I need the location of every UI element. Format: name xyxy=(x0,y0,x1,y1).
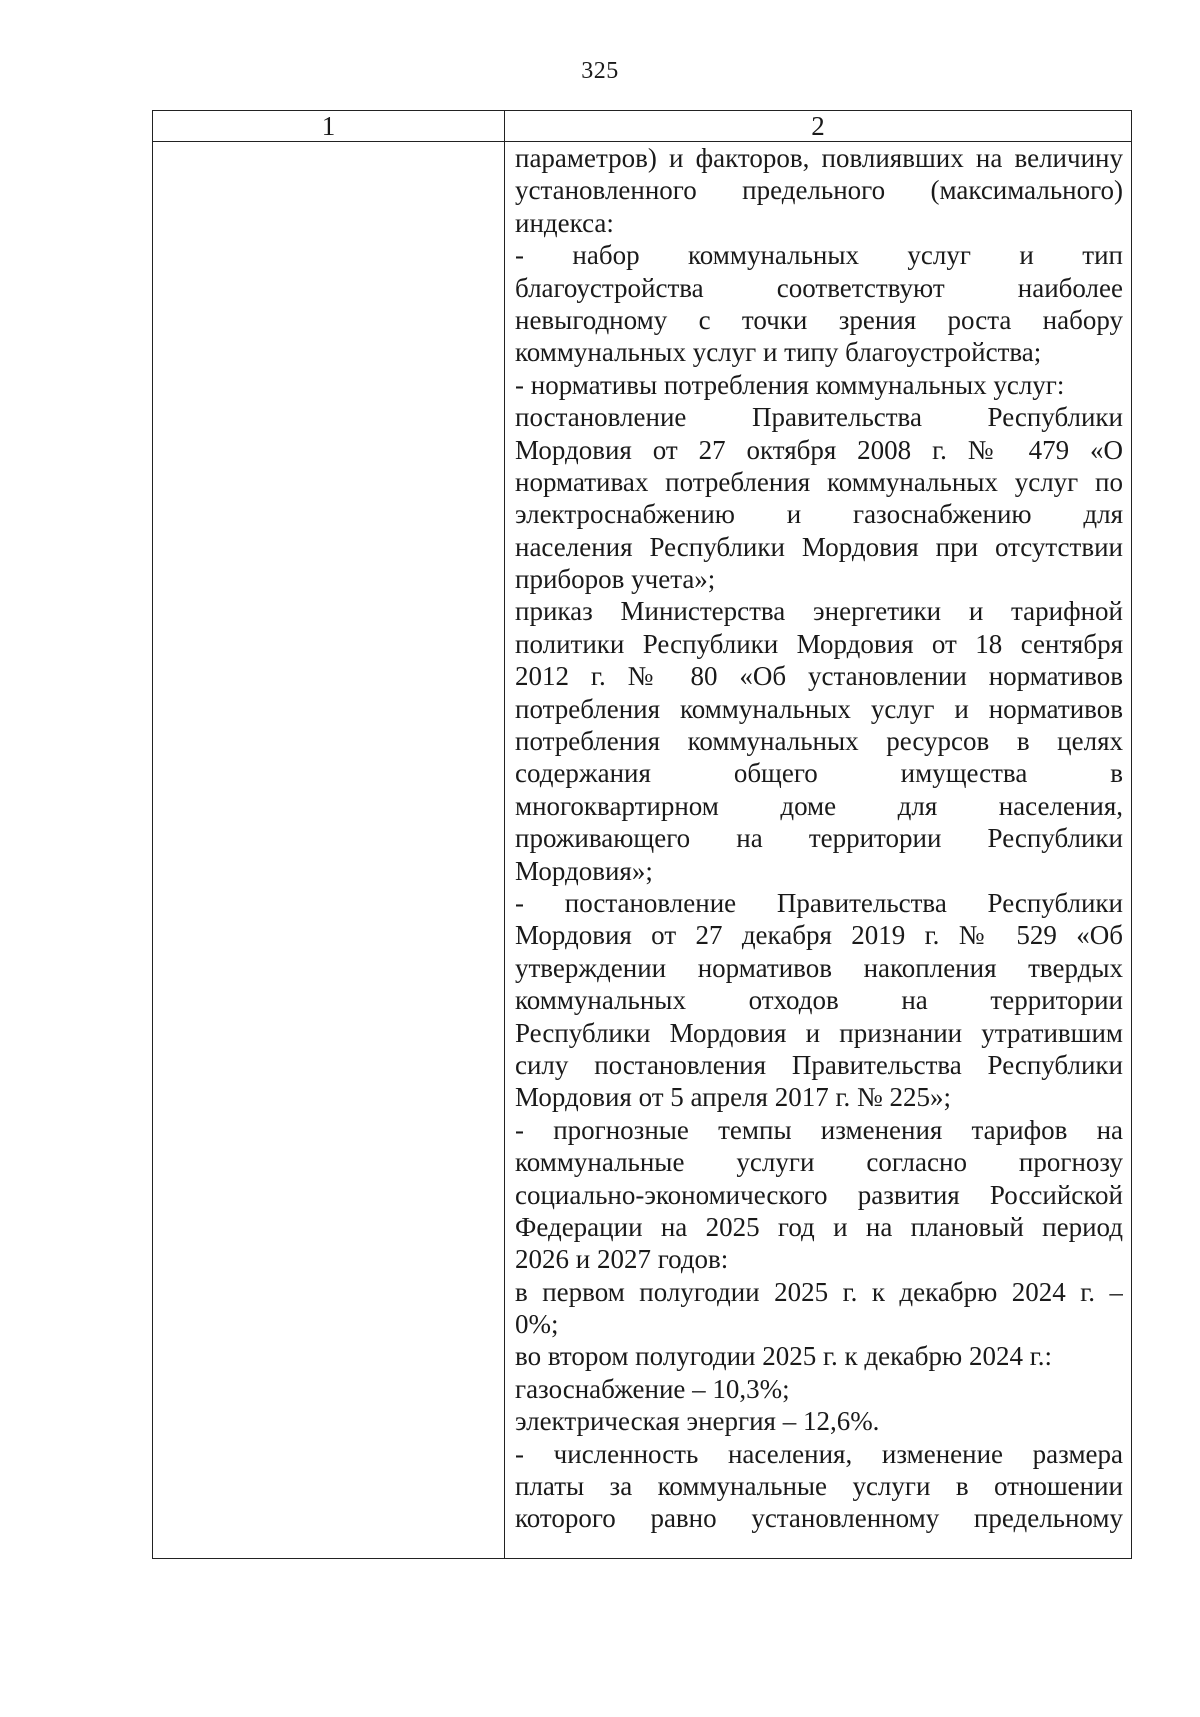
text-line: утверждении нормативов накопления твердых xyxy=(515,952,1123,983)
text-line: - прогнозные темпы изменения тарифов на xyxy=(515,1114,1123,1145)
text-line: в первом полугодии 2025 г. к декабрю 2024 г. – xyxy=(515,1276,1123,1307)
text-line: 0%; xyxy=(515,1309,559,1340)
text-line: - численность населения, изменение размера xyxy=(515,1438,1123,1469)
text-line: проживающего на территории Республики xyxy=(515,823,1123,854)
text-line: 2012 г. № 80 «Об установлении нормативов xyxy=(515,661,1123,692)
page-number: 325 xyxy=(581,58,619,84)
column-1-header: 1 xyxy=(153,111,505,142)
text-line: силу постановления Правительства Республики xyxy=(515,1049,1123,1080)
text-line: параметров) и факторов, повлиявших на величину xyxy=(515,143,1123,173)
document-table xyxy=(152,110,1132,1559)
text-line: невыгодному с точки зрения роста набору xyxy=(515,304,1123,335)
text-line: газоснабжение – 10,3%; xyxy=(515,1373,790,1404)
text-line: - постановление Правительства Республики xyxy=(515,887,1123,918)
text-line: платы за коммунальные услуги в отношении xyxy=(515,1471,1123,1502)
text-line: содержания общего имущества в xyxy=(515,758,1123,789)
text-line: Мордовия»; xyxy=(515,855,653,886)
text-line: установленного предельного (максимального) xyxy=(515,175,1123,206)
column-2-text xyxy=(515,142,1123,1535)
column-2-header: 2 xyxy=(505,111,1132,142)
text-line: социально-экономического развития Российской xyxy=(515,1179,1123,1210)
text-line: Республики Мордовия и признании утратившим xyxy=(515,1017,1123,1048)
column-2-cell xyxy=(505,142,1132,1559)
text-line: населения Республики Мордовия при отсутствии xyxy=(515,531,1123,562)
text-line: приказ Министерства энергетики и тарифной xyxy=(515,596,1123,627)
text-line: коммунальных отходов на территории xyxy=(515,985,1123,1016)
text-line: коммунальных услуг и типу благоустройства; xyxy=(515,337,1042,368)
text-line: многоквартирном доме для населения, xyxy=(515,790,1123,821)
text-line: политики Республики Мордовия от 18 сентября xyxy=(515,628,1123,659)
text-line: во втором полугодии 2025 г. к декабрю 2024 г.: xyxy=(515,1341,1052,1372)
table-header-row xyxy=(153,111,1132,142)
text-line: электроснабжению и газоснабжению для xyxy=(515,499,1123,530)
text-line: потребления коммунальных услуг и нормативов xyxy=(515,693,1123,724)
text-line: постановление Правительства Республики xyxy=(515,402,1123,433)
text-line: Мордовия от 27 октября 2008 г. № 479 «О xyxy=(515,434,1123,465)
text-line: благоустройства соответствуют наиболее xyxy=(515,272,1123,303)
column-1-cell xyxy=(153,142,505,1559)
text-line: коммунальные услуги согласно прогнозу xyxy=(515,1147,1123,1178)
text-line: - нормативы потребления коммунальных услуг: xyxy=(515,369,1065,400)
text-line: которого равно установленному предельному xyxy=(515,1503,1123,1534)
text-line: нормативах потребления коммунальных услуг по xyxy=(515,466,1123,497)
text-line: Мордовия от 5 апреля 2017 г. № 225»; xyxy=(515,1082,952,1113)
text-line: 2026 и 2027 годов: xyxy=(515,1244,729,1275)
text-line: Федерации на 2025 год и на плановый период xyxy=(515,1211,1123,1242)
text-line: приборов учета»; xyxy=(515,564,716,595)
table-row xyxy=(153,142,1132,1559)
text-line: Мордовия от 27 декабря 2019 г. № 529 «Об xyxy=(515,920,1123,951)
text-line: индекса: xyxy=(515,207,614,238)
text-line: - набор коммунальных услуг и тип xyxy=(515,240,1123,271)
text-line: потребления коммунальных ресурсов в целях xyxy=(515,726,1123,757)
text-line: электрическая энергия – 12,6%. xyxy=(515,1406,880,1437)
